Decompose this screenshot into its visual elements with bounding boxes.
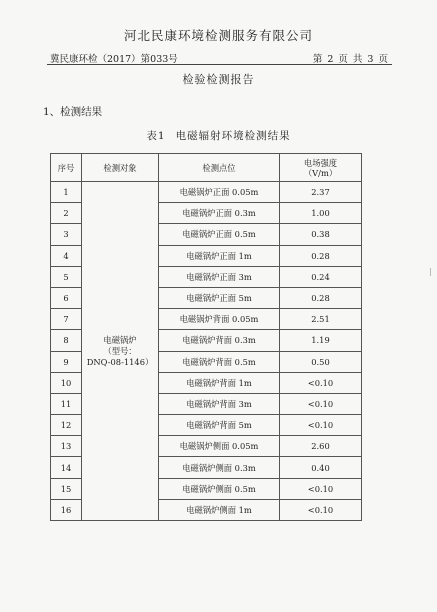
row-field-strength: 0.24: [280, 266, 362, 287]
row-index: 8: [51, 330, 82, 351]
page-number: 第 2 页 共 3 页: [312, 54, 389, 65]
row-index: 14: [51, 457, 82, 478]
test-subject: [82, 182, 159, 521]
row-test-point: 电磁锅炉侧面 0.3m: [159, 457, 280, 478]
report-title: 检验检测报告: [182, 73, 255, 86]
header-field-strength-unit: （V/m）: [303, 167, 338, 178]
row-field-strength: <0.10: [280, 478, 362, 499]
row-test-point: 电磁锅炉正面 0.5m: [159, 224, 280, 245]
header-subject: 检测对象: [82, 154, 159, 182]
row-test-point: 电磁锅炉背面 3m: [159, 393, 280, 414]
row-field-strength: <0.10: [280, 415, 362, 436]
row-field-strength: 0.50: [280, 351, 362, 372]
row-field-strength: 1.19: [280, 330, 362, 351]
row-index: 9: [51, 351, 82, 372]
row-index: 2: [51, 203, 82, 224]
header-field-strength: [280, 154, 362, 182]
scan-edge-mark: [430, 268, 435, 276]
company-name: 河北民康环境检测服务有限公司: [123, 28, 313, 43]
row-field-strength: <0.10: [280, 499, 362, 520]
row-test-point: 电磁锅炉背面 0.3m: [159, 330, 280, 351]
row-field-strength: 1.00: [280, 203, 362, 224]
row-index: 11: [51, 393, 82, 414]
row-test-point: 电磁锅炉正面 5m: [159, 287, 280, 308]
header-divider: [47, 64, 392, 65]
table-caption-number: 表1: [146, 130, 166, 142]
row-index: 3: [51, 224, 82, 245]
row-index: 13: [51, 436, 82, 457]
row-field-strength: 2.51: [280, 309, 362, 330]
test-subject-line3: DNQ-08-1146）: [86, 356, 154, 367]
row-test-point: 电磁锅炉背面 0.5m: [159, 351, 280, 372]
row-index: 4: [51, 245, 82, 266]
row-field-strength: 0.40: [280, 457, 362, 478]
row-test-point: 电磁锅炉正面 0.3m: [159, 203, 280, 224]
results-table: [50, 153, 362, 521]
section-title: 1、检测结果: [43, 106, 103, 118]
row-index: 7: [51, 309, 82, 330]
row-test-point: 电磁锅炉正面 0.05m: [159, 182, 280, 203]
row-test-point: 电磁锅炉侧面 1m: [159, 499, 280, 520]
row-field-strength: 0.38: [280, 224, 362, 245]
row-test-point: 电磁锅炉背面 0.05m: [159, 309, 280, 330]
row-field-strength: 2.60: [280, 436, 362, 457]
row-test-point: 电磁锅炉正面 1m: [159, 245, 280, 266]
table-caption: [0, 128, 437, 143]
row-index: 16: [51, 499, 82, 520]
row-field-strength: <0.10: [280, 372, 362, 393]
row-index: 10: [51, 372, 82, 393]
row-test-point: 电磁锅炉正面 3m: [159, 266, 280, 287]
test-subject-line2: （型号：: [103, 345, 137, 356]
document-number: 冀民康环检（2017）第033号: [50, 54, 178, 65]
row-index: 5: [51, 266, 82, 287]
row-test-point: 电磁锅炉侧面 0.05m: [159, 436, 280, 457]
table-row: [51, 182, 362, 203]
row-index: 15: [51, 478, 82, 499]
row-index: 1: [51, 182, 82, 203]
header-field-strength-label: 电场强度: [303, 157, 338, 168]
row-field-strength: <0.10: [280, 393, 362, 414]
row-test-point: 电磁锅炉侧面 0.5m: [159, 478, 280, 499]
row-test-point: 电磁锅炉背面 1m: [159, 372, 280, 393]
row-test-point: 电磁锅炉背面 5m: [159, 415, 280, 436]
row-index: 12: [51, 415, 82, 436]
row-field-strength: 0.28: [280, 287, 362, 308]
row-field-strength: 2.37: [280, 182, 362, 203]
header-index: 序号: [51, 154, 82, 182]
row-index: 6: [51, 287, 82, 308]
table-header-row: [51, 154, 362, 182]
table-caption-text: 电磁辐射环境检测结果: [175, 130, 291, 142]
row-field-strength: 0.28: [280, 245, 362, 266]
header-point: 检测点位: [159, 154, 280, 182]
test-subject-line1: 电磁锅炉: [103, 334, 137, 345]
